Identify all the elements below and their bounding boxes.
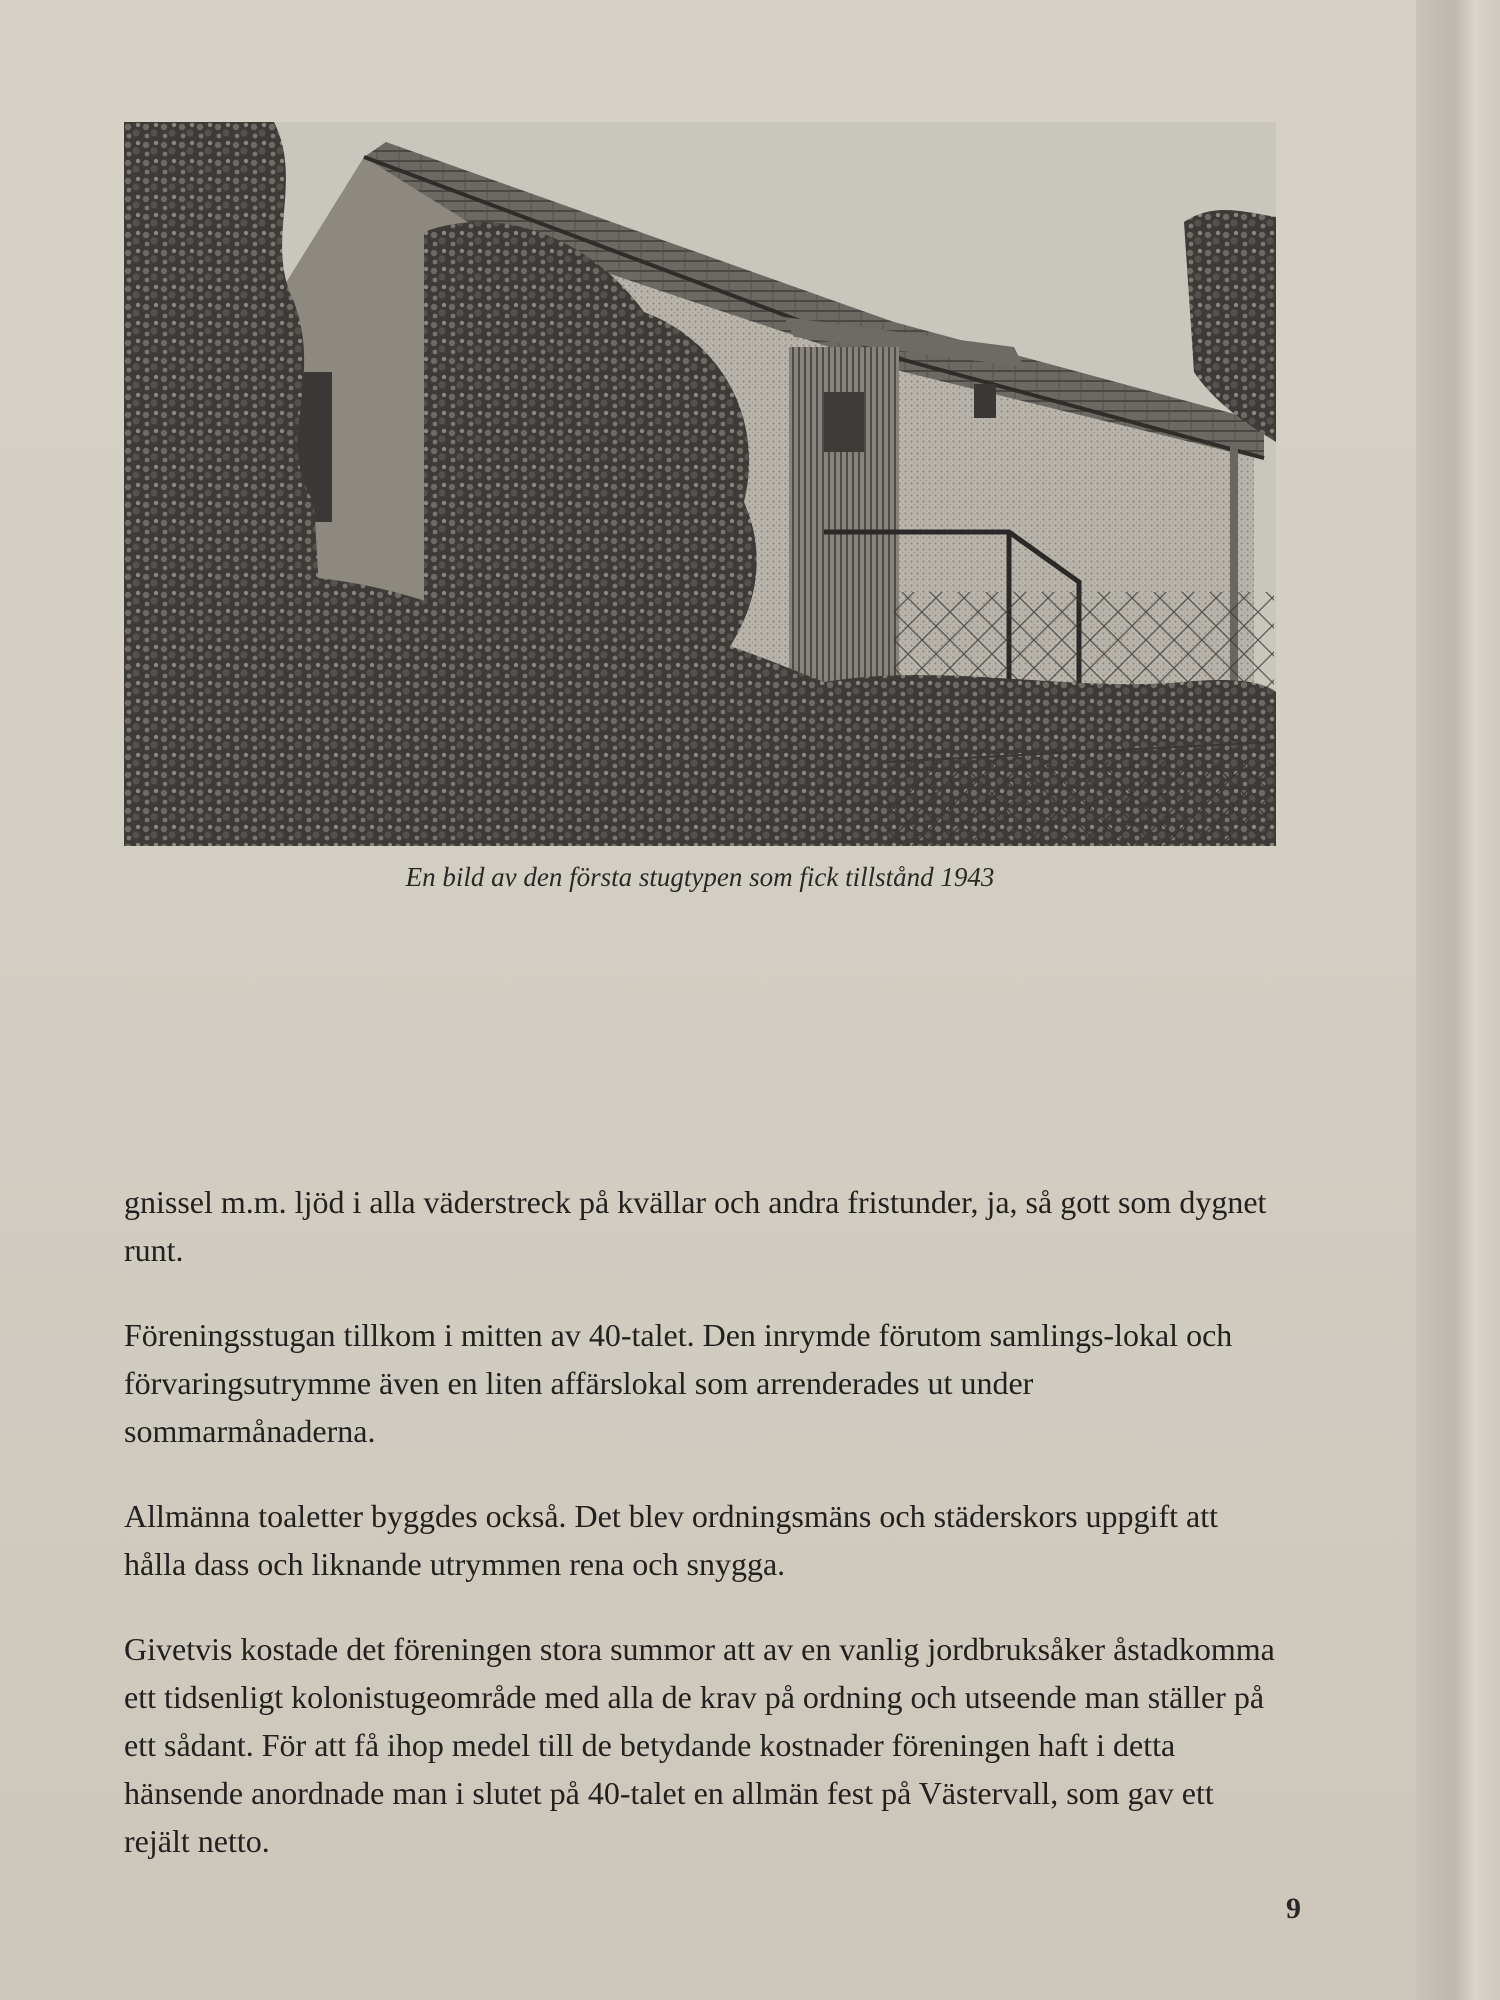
paragraph: Givetvis kostade det föreningen stora summor att av en vanlig jordbruksåker åstadkomma ett tidsenligt kolonistugeområde med alla de krav på ordning och utseende man ställer på ett sådant. För att få ihop medel till de betydande kostnader föreningen haft i detta hänsende anordnade man i slutet på 40-talet en allmän fest på Västervall, som gav ett rejält netto. [124, 1631, 1275, 1859]
photo-caption: En bild av den första stugtypen som fick tillstånd 1943 [405, 862, 995, 892]
paragraph: Föreningsstugan tillkom i mitten av 40-talet. Den inrymde förutom samlings-lokal och förvaringsutrymme även en liten affärslokal som arrenderades ut under sommarmånaderna. [124, 1317, 1233, 1449]
paragraph: gnissel m.m. ljöd i alla väderstreck på kvällar och andra fristunder, ja, så gott som dygnet runt. [124, 1184, 1267, 1268]
paragraph: Allmänna toaletter byggdes också. Det blev ordningsmäns och städerskors uppgift att hålla dass och liknande utrymmen rena och snygga. [124, 1498, 1218, 1582]
page-edge [1416, 0, 1500, 2000]
body-text [124, 1178, 1284, 1902]
house-photo [124, 122, 1276, 846]
house-illustration [124, 122, 1276, 846]
page-number: 9 [1286, 1892, 1301, 1925]
